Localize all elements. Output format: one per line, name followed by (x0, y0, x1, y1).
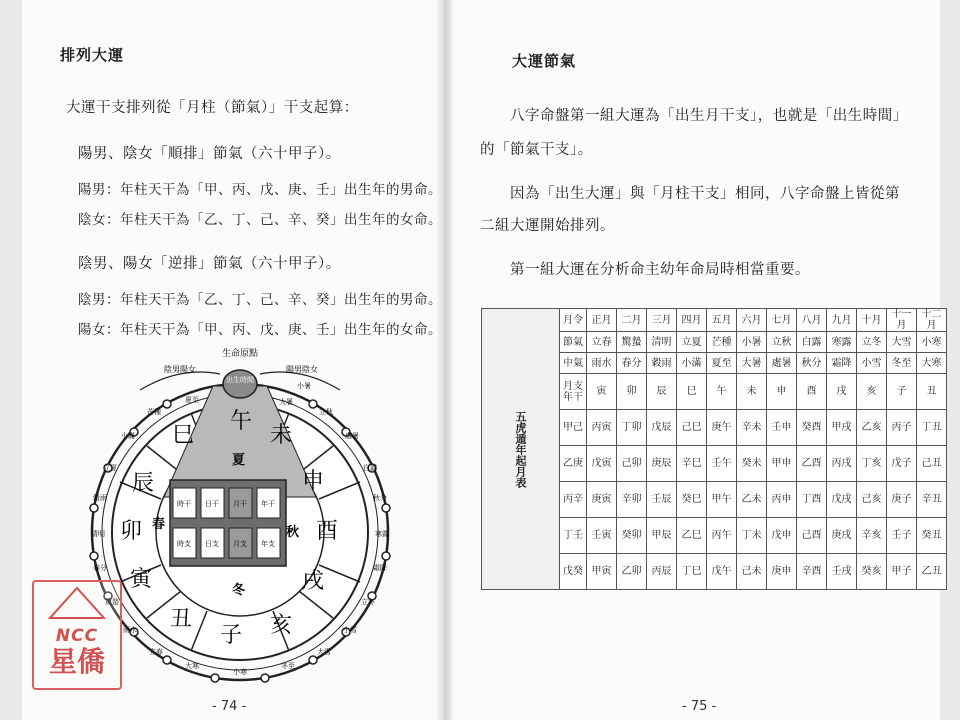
pillar-cell: 辛卯 (617, 482, 647, 518)
branch-cell: 子 (887, 374, 917, 410)
pillar-cell: 辛丑 (917, 482, 947, 518)
branch-cell: 寅 (587, 374, 617, 410)
pillar-month-branch: 月支 (233, 540, 247, 548)
forward-rule-1: 陽男：年柱天干為「甲、丙、戊、庚、壬」出生年的男命。 (78, 182, 442, 198)
pillar-cell: 癸未 (737, 446, 767, 482)
term-cell: 驚蟄 (617, 332, 647, 353)
branch-cell: 巳 (677, 374, 707, 410)
pillar-cell: 己巳 (677, 410, 707, 446)
pillar-cell: 甲戌 (827, 410, 857, 446)
term-label: 小雪 (343, 626, 357, 634)
pillar-cell: 庚午 (707, 410, 737, 446)
term-label: 穀雨 (93, 494, 107, 502)
table-side-title: 五虎遁年起月表 (482, 309, 560, 590)
pillar-hour-branch: 時支 (177, 540, 191, 548)
branch-cell: 午 (707, 374, 737, 410)
month-cell: 八月 (797, 309, 827, 332)
forward-rule-2: 陰女：年柱天干為「乙、丁、己、辛、癸」出生年的女命。 (78, 212, 442, 228)
row-label: 月令 (560, 309, 587, 332)
row-label: 戊癸 (560, 554, 587, 590)
midterm-cell: 冬至 (887, 353, 917, 374)
midterm-cell: 小滿 (677, 353, 707, 374)
book-gutter (436, 0, 454, 720)
midterm-cell: 處暑 (767, 353, 797, 374)
branch-yin: 寅 (130, 567, 153, 592)
pillar-cell: 庚寅 (587, 482, 617, 518)
pillar-cell: 壬子 (887, 518, 917, 554)
right-page-number: - 75 - (682, 699, 717, 714)
pillar-cell: 丙子 (887, 410, 917, 446)
term-label: 大雪 (317, 648, 331, 656)
pillar-cell: 壬寅 (587, 518, 617, 554)
pillar-cell: 乙酉 (797, 446, 827, 482)
branch-cell: 卯 (617, 374, 647, 410)
para1-line1: 八字命盤第一組大運為「出生月干支」，也就是「出生時間」 (510, 108, 908, 124)
branch-cell: 酉 (797, 374, 827, 410)
month-cell: 七月 (767, 309, 797, 332)
season-winter: 冬 (232, 583, 246, 598)
branch-hai: 亥 (270, 613, 293, 638)
month-cell: 二月 (617, 309, 647, 332)
pillar-cell: 己酉 (797, 518, 827, 554)
pillar-cell: 辛巳 (677, 446, 707, 482)
pillar-cell: 壬午 (707, 446, 737, 482)
branch-cell: 戌 (827, 374, 857, 410)
pillar-cell: 丁酉 (797, 482, 827, 518)
pillar-cell: 辛酉 (797, 554, 827, 590)
branch-xu: 戌 (302, 569, 325, 594)
month-cell: 正月 (587, 309, 617, 332)
row-label: 丙辛 (560, 482, 587, 518)
pillar-cell: 壬戌 (827, 554, 857, 590)
midterm-cell: 霜降 (827, 353, 857, 374)
row-label: 甲己 (560, 410, 587, 446)
branch-shen: 申 (302, 469, 325, 494)
term-cell: 寒露 (827, 332, 857, 353)
term-label: 處暑 (345, 432, 359, 440)
backward-rule-2: 陽女：年柱天干為「甲、丙、戊、庚、壬」出生年的女命。 (78, 322, 442, 338)
pillar-cell: 戊辰 (647, 410, 677, 446)
midterm-cell: 穀雨 (647, 353, 677, 374)
luck-cycle-diagram (80, 342, 400, 694)
pillar-cell: 丁巳 (677, 554, 707, 590)
term-label: 霜降 (373, 564, 387, 572)
term-label: 春分 (93, 564, 107, 572)
backward-rule-1: 陰男：年柱天干為「乙、丁、己、辛、癸」出生年的男命。 (78, 292, 442, 308)
term-cell: 立夏 (677, 332, 707, 353)
left-heading: 排列大運 (60, 46, 125, 64)
term-label: 雨水 (123, 626, 137, 634)
origin-label: 生命原點 (221, 349, 259, 359)
term-label: 立冬 (361, 598, 375, 606)
pillar-cell: 己丑 (917, 446, 947, 482)
branch-wei: 未 (270, 423, 293, 448)
term-label: 小滿 (121, 432, 135, 440)
left-arrow-label: 陰男陽女 (164, 365, 196, 374)
pillar-cell: 戊戌 (827, 482, 857, 518)
term-label: 寒露 (375, 530, 389, 538)
pillar-cell: 丁卯 (617, 410, 647, 446)
pillar-cell: 庚辰 (647, 446, 677, 482)
pillar-cell: 己亥 (857, 482, 887, 518)
term-label: 白露 (363, 464, 377, 472)
pillar-cell: 庚子 (887, 482, 917, 518)
midterm-cell: 雨水 (587, 353, 617, 374)
pillar-year-branch: 年支 (261, 540, 275, 548)
term-label: 立夏 (103, 464, 117, 472)
term-label: 大暑 (279, 398, 293, 406)
pillar-cell: 丁未 (737, 518, 767, 554)
pillar-cell: 乙亥 (857, 410, 887, 446)
pillar-cell: 甲辰 (647, 518, 677, 554)
pillar-cell: 戊寅 (587, 446, 617, 482)
pillar-cell: 甲午 (707, 482, 737, 518)
row-label: 中氣 (560, 353, 587, 374)
pillar-cell: 乙未 (737, 482, 767, 518)
branch-cell: 丑 (917, 374, 947, 410)
pillar-year-stem: 年干 (261, 500, 275, 508)
pillar-cell: 乙巳 (677, 518, 707, 554)
month-cell: 六月 (737, 309, 767, 332)
midterm-cell: 小雪 (857, 353, 887, 374)
watermark-name: 星僑 (48, 645, 105, 678)
month-cell: 四月 (677, 309, 707, 332)
pillar-cell: 癸巳 (677, 482, 707, 518)
term-label: 清明 (91, 530, 105, 538)
term-cell: 小寒 (917, 332, 947, 353)
pillar-cell: 戊子 (887, 446, 917, 482)
month-cell: 三月 (647, 309, 677, 332)
midterm-cell: 春分 (617, 353, 647, 374)
pillar-cell: 壬申 (767, 410, 797, 446)
pillar-day-stem: 日干 (205, 500, 219, 508)
pillar-cell: 乙丑 (917, 554, 947, 590)
branch-chou: 丑 (170, 607, 193, 632)
branch-cell: 申 (767, 374, 797, 410)
term-cell: 立春 (587, 332, 617, 353)
midterm-cell: 大寒 (917, 353, 947, 374)
pillar-cell: 甲子 (887, 554, 917, 590)
pillar-hour-stem: 時干 (177, 500, 191, 508)
para3: 第一組大運在分析命主幼年命局時相當重要。 (510, 262, 810, 278)
month-cell: 十月 (857, 309, 887, 332)
backward-title: 陰男、陽女「逆排」節氣（六十甲子）。 (78, 256, 341, 272)
pillar-cell: 丁亥 (857, 446, 887, 482)
right-arrow-label: 陽男陰女 (286, 365, 318, 374)
branch-cell: 辰 (647, 374, 677, 410)
branch-cell: 未 (737, 374, 767, 410)
pillar-month-stem: 月干 (233, 500, 247, 508)
intro-text: 大運干支排列從「月柱（節氣）」干支起算： (66, 100, 359, 116)
term-cell: 立秋 (767, 332, 797, 353)
birth-marker (223, 370, 257, 398)
pillar-cell: 丙辰 (647, 554, 677, 590)
watermark-stamp (32, 580, 122, 690)
birth-marker-label: 出生時間 (226, 376, 254, 384)
pillar-cell: 壬辰 (647, 482, 677, 518)
pillar-cell: 辛未 (737, 410, 767, 446)
term-cell: 小暑 (737, 332, 767, 353)
term-cell: 大雪 (887, 332, 917, 353)
midterm-cell: 大暑 (737, 353, 767, 374)
term-label: 夏至 (185, 396, 199, 404)
term-label: 小寒 (233, 668, 247, 676)
branch-chen: 辰 (132, 471, 155, 496)
para2-line2: 二組大運開始排列。 (480, 218, 615, 234)
pillar-cell: 戊午 (707, 554, 737, 590)
pillar-cell: 癸卯 (617, 518, 647, 554)
pillar-cell: 辛亥 (857, 518, 887, 554)
month-cell: 十一月 (887, 309, 917, 332)
term-cell: 白露 (797, 332, 827, 353)
five-tigers-table (481, 308, 947, 590)
para2-line1: 因為「出生大運」與「月柱干支」相同，八字命盤上皆從第 (510, 186, 900, 202)
pillar-cell: 乙卯 (617, 554, 647, 590)
month-cell: 九月 (827, 309, 857, 332)
watermark-ncc: NCC (55, 626, 99, 646)
term-label: 小暑 (297, 382, 311, 390)
term-label: 立秋 (319, 408, 333, 416)
month-cell: 五月 (707, 309, 737, 332)
term-cell: 清明 (647, 332, 677, 353)
pillar-cell: 甲申 (767, 446, 797, 482)
right-heading: 大運節氣 (512, 52, 577, 70)
pillar-cell: 戊申 (767, 518, 797, 554)
term-cell: 芒種 (707, 332, 737, 353)
para1-line2: 的「節氣干支」。 (480, 142, 593, 158)
season-summer: 夏 (232, 453, 246, 468)
pillar-cell: 癸丑 (917, 518, 947, 554)
pillar-cell: 己卯 (617, 446, 647, 482)
left-page-number: - 74 - (212, 699, 247, 714)
term-label: 秋分 (373, 494, 387, 502)
row-label: 乙庚 (560, 446, 587, 482)
branch-si: 巳 (172, 423, 195, 448)
branch-cell: 亥 (857, 374, 887, 410)
pillar-cell: 丁丑 (917, 410, 947, 446)
term-label: 芒種 (147, 408, 161, 416)
row-label: 節氣 (560, 332, 587, 353)
term-label: 立春 (149, 648, 163, 656)
midterm-cell: 秋分 (797, 353, 827, 374)
triangle-logo-icon (34, 582, 120, 622)
pillar-cell: 癸亥 (857, 554, 887, 590)
pillar-cell: 庚戌 (827, 518, 857, 554)
month-cell: 十二月 (917, 309, 947, 332)
term-cell: 立冬 (857, 332, 887, 353)
branch-zi: 子 (220, 623, 243, 648)
pillar-cell: 丙寅 (587, 410, 617, 446)
pillar-cell: 甲寅 (587, 554, 617, 590)
season-autumn: 秋 (286, 525, 300, 540)
pillar-day-branch: 日支 (205, 540, 219, 548)
term-label: 冬至 (281, 662, 295, 670)
pillar-cell: 己未 (737, 554, 767, 590)
branch-wu: 午 (230, 409, 253, 434)
branch-you: 酉 (316, 519, 339, 544)
pillar-cell: 丙午 (707, 518, 737, 554)
row-label: 月支年干 (560, 374, 587, 410)
forward-title: 陽男、陰女「順排」節氣（六十甲子）。 (78, 146, 341, 162)
term-label: 大寒 (185, 662, 199, 670)
pillar-cell: 癸酉 (797, 410, 827, 446)
pillar-cell: 丙戌 (827, 446, 857, 482)
row-label: 丁壬 (560, 518, 587, 554)
term-label: 驚蟄 (105, 598, 119, 606)
midterm-cell: 夏至 (707, 353, 737, 374)
pillar-cell: 丙申 (767, 482, 797, 518)
season-spring: 春 (152, 517, 166, 532)
branch-mao: 卯 (120, 519, 143, 544)
pillar-cell: 庚申 (767, 554, 797, 590)
